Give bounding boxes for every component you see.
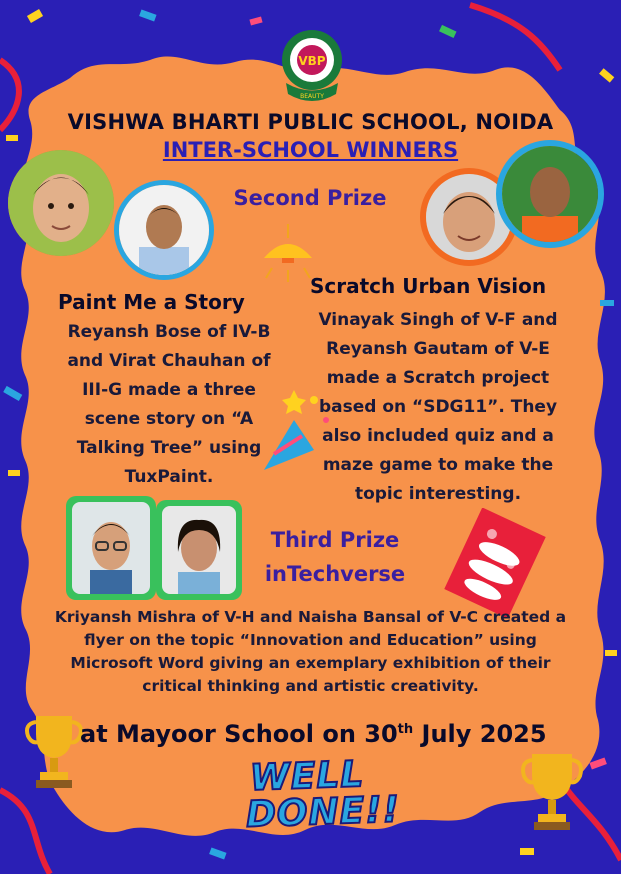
school-logo <box>280 28 344 110</box>
description-line: topic interesting. <box>354 484 522 504</box>
description-line: and Virat Chauhan of <box>67 351 271 371</box>
flyer-thumbnail <box>440 508 550 618</box>
third-prize-label: Third Prize <box>270 528 400 552</box>
description-line: Vinayak Singh of V-F and <box>318 310 558 330</box>
well-done-line-1: WELL <box>249 754 365 799</box>
description-line: flyer on the topic “Innovation and Education” using <box>84 631 537 649</box>
description-line: made a Scratch project <box>326 368 550 388</box>
trophy-icon <box>520 750 584 834</box>
description-line: scene story on “A <box>84 409 254 429</box>
left-project-description <box>44 318 294 492</box>
description-line: Reyansh Gautam of V-E <box>326 339 550 359</box>
student-photo-reyansh <box>8 150 114 256</box>
student-photo-reyansh-gautam <box>496 140 604 248</box>
description-line: Talking Tree” using <box>76 438 262 458</box>
page-heading: INTER-SCHOOL WINNERS <box>162 138 459 162</box>
description-line: Reyansh Bose of IV-B <box>67 322 271 342</box>
right-project-description <box>300 306 576 509</box>
venue-prefix: at Mayoor School on 30 <box>80 720 398 748</box>
svg-text:VBP: VBP <box>298 54 326 68</box>
student-photo-virat <box>114 180 214 280</box>
description-line: maze game to make the <box>322 455 554 475</box>
venue-suffix: July 2025 <box>413 720 547 748</box>
third-prize-event: inTechverse <box>264 562 406 586</box>
second-prize-label: Second Prize <box>233 186 387 210</box>
description-line: also included quiz and a <box>322 426 554 446</box>
left-project-title: Paint Me a Story <box>58 290 245 314</box>
lamp-icon <box>258 224 318 284</box>
student-photo-kriyansh <box>66 496 156 600</box>
venue-superscript: th <box>397 722 414 737</box>
description-line: critical thinking and artistic creativity. <box>142 677 479 695</box>
third-prize-description <box>30 606 591 698</box>
trophy-icon <box>24 712 84 792</box>
right-project-title: Scratch Urban Vision <box>310 274 547 298</box>
description-line: Microsoft Word giving an exemplary exhibition of their <box>70 654 551 672</box>
description-line: III-G made a three <box>82 380 256 400</box>
well-done-line-2: DONE!! <box>245 789 401 836</box>
description-line: TuxPaint. <box>124 467 214 487</box>
venue-date <box>80 720 547 748</box>
description-line: based on “SDG11”. They <box>318 397 558 417</box>
school-name: VISHWA BHARTI PUBLIC SCHOOL, NOIDA <box>67 110 554 134</box>
logo-bottom-text: BEAUTY <box>300 93 324 100</box>
student-photo-naisha <box>156 500 242 600</box>
description-line: Kriyansh Mishra of V-H and Naisha Bansal of V-C created a <box>54 608 567 626</box>
